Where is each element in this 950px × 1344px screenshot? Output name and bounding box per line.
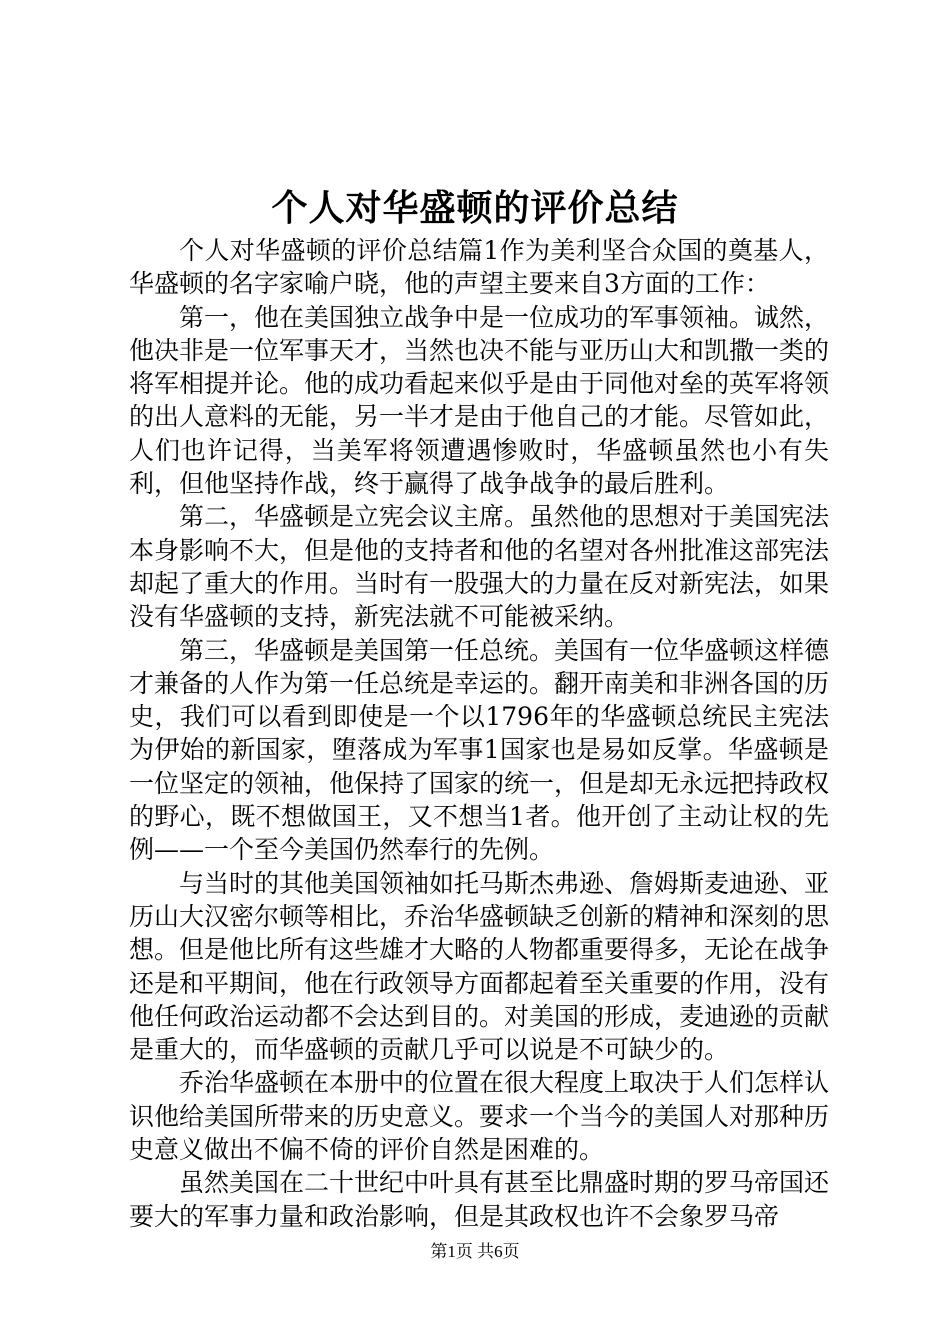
paragraph-third-point: 第三，华盛顿是美国第一任总统。美国有一位华盛顿这样德才兼备的人作为第一任总统是幸运的。翻开南美和非洲各国的历史，我们可以看到即使是一个以1796年的华盛顿总统民主宪法为伊始的新国家，堕落成为军事1国家也是易如反掌。华盛顿是一位坚定的领袖，他保持了国家的统一，但是却无永远把持政权的野心，既不想做国王，又不想当1者。他开创了主动让权的先例——一个至今美国仍然奉行的先例。 bbox=[129, 635, 830, 865]
paragraph-second-point: 第二，华盛顿是立宪会议主席。虽然他的思想对于美国宪法本身影响不大，但是他的支持者和他的名望对各州批准这部宪法却起了重大的作用。当时有一股强大的力量在反对新宪法，如果没有华盛顿的支持，新宪法就不可能被采纳。 bbox=[129, 502, 830, 632]
document-title: 个人对华盛顿的评价总结 bbox=[271, 187, 679, 229]
paragraph-continuation: 虽然美国在二十世纪中叶具有甚至比鼎盛时期的罗马帝国还要大的军事力量和政治影响，但是其政权也许不会象罗马帝 bbox=[129, 1168, 830, 1231]
paragraph-first-point: 第一，他在美国独立战争中是一位成功的军事领袖。诚然，他决非是一位军事天才，当然也决不能与亚历山大和凯撒一类的将军相提并论。他的成功看起来似乎是由于同他对垒的英军将领的出人意料的无能，另一半才是由于他自己的才能。尽管如此，人们也许记得，当美军将领遭遇惨败时，华盛顿虽然也小有失利，但他坚持作战，终于赢得了战争战争的最后胜利。 bbox=[129, 302, 830, 499]
paragraph-comparison: 与当时的其他美国领袖如托马斯杰弗逊、詹姆斯麦迪逊、亚历山大汉密尔顿等相比，乔治华盛顿缺乏创新的精神和深刻的思想。但是他比所有这些雄才大略的人物都重要得多，无论在战争还是和平期间，他在行政领导方面都起着至关重要的作用，没有他任何政治运动都不会达到目的。对美国的形成，麦迪逊的贡献是重大的，而华盛顿的贡献几乎可以说是不可缺少的。 bbox=[129, 868, 830, 1065]
page-number-footer: 第1页 共6页 bbox=[430, 1242, 520, 1261]
paragraph-intro: 个人对华盛顿的评价总结篇1作为美利坚合众国的奠基人，华盛顿的名字家喻户晓，他的声望主要来自3方面的工作： bbox=[129, 236, 829, 299]
paragraph-historical-significance: 乔治华盛顿在本册中的位置在很大程度上取决于人们怎样认识他给美国所带来的历史意义。要求一个当今的美国人对那种历史意义做出不偏不倚的评价自然是困难的。 bbox=[129, 1068, 830, 1165]
document-body bbox=[129, 234, 829, 1233]
